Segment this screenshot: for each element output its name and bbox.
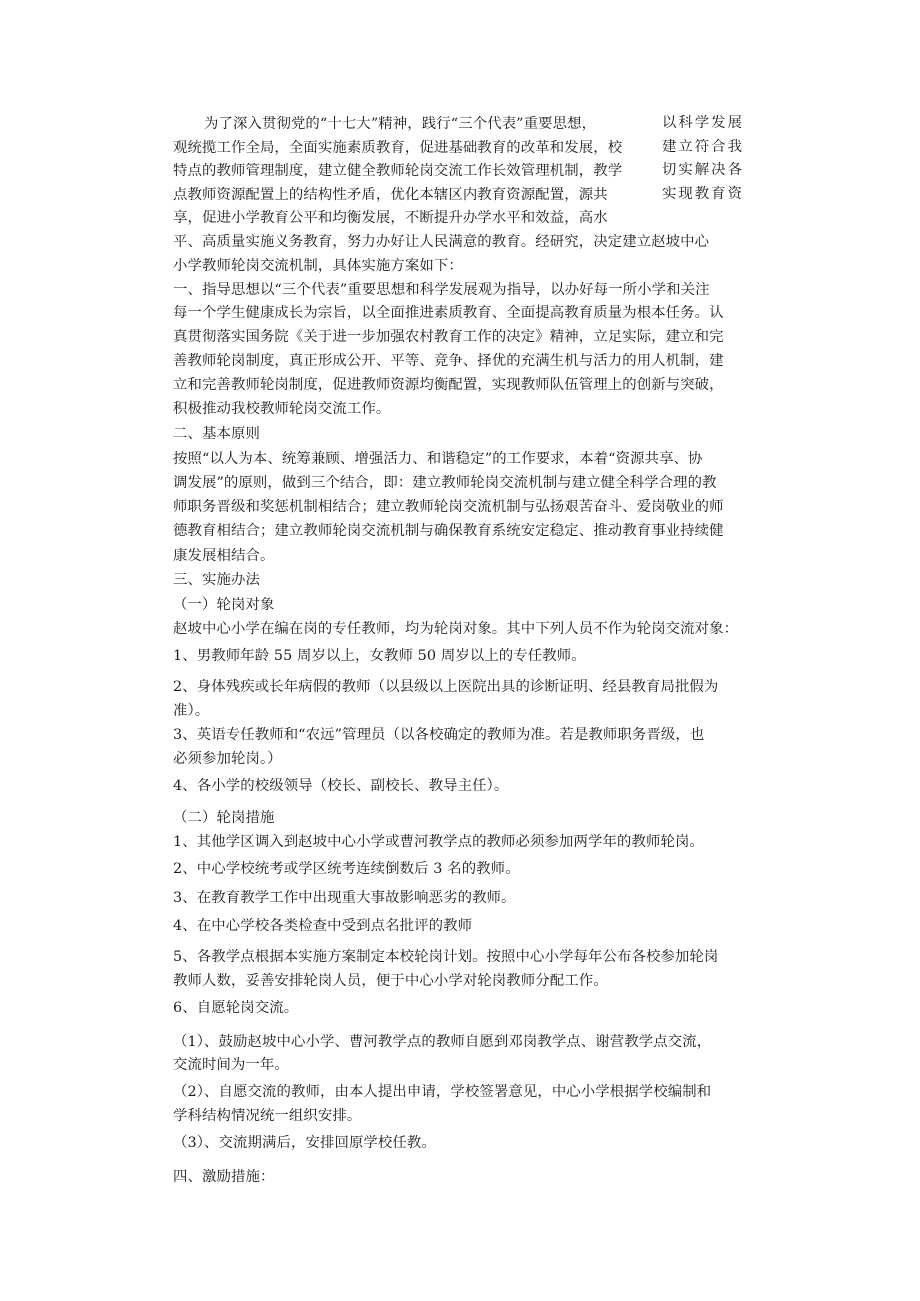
section1-line-4: 立和完善教师轮岗制度，促进教师资源均衡配置，实现教师队伍管理上的创新与突破， xyxy=(173,377,724,393)
section3-sub1-item-4: 4、各小学的校级领导（校长、副校长、教导主任）。 xyxy=(173,778,509,794)
intro-line-3: 特点的教师管理制度，建立健全教师轮岗交流工作长效管理机制，教学 xyxy=(173,163,623,179)
intro-cont-line-1: 平、高质量实施义务教育，努力办好让人民满意的教育。经研究，决定建立赵坡中心 xyxy=(173,234,710,250)
section3-sub2-p1-cont: 交流时间为一年。 xyxy=(173,1057,289,1073)
intro-right-line-3: 切实解决各 xyxy=(662,162,744,178)
section3-sub1-item-3: 3、英语专任教师和“农远”管理员（以各校确定的教师为准。若是教师职务晋级，也 xyxy=(173,727,705,743)
section1-line-5: 积极推动我校教师轮岗交流工作。 xyxy=(173,401,391,417)
section2-line-4: 德教育相结合；建立教师轮岗交流机制与确保教育系统安定稳定、推动教育事业持续健 xyxy=(173,523,724,539)
section3-sub1-heading: （一）轮岗对象 xyxy=(173,597,275,613)
intro-line-2: 观统揽工作全局，全面实施素质教育，促进基础教育的改革和发展，校 xyxy=(173,140,623,156)
intro-right-line-1: 以科学发展 xyxy=(662,115,744,131)
section3-sub1-item-2-cont: 准）。 xyxy=(173,703,210,719)
section2-line-5: 康发展相结合。 xyxy=(173,548,275,564)
section3-heading: 三、实施办法 xyxy=(173,572,260,588)
section1-heading: 一、指导思想以“三个代表”重要思想和科学发展观为指导，以办好每一所小学和关注 xyxy=(173,282,710,298)
section3-sub2-p1: （1）、鼓励赵坡中心小学、曹河教学点的教师自愿到邓岗教学点、谢营教学点交流， xyxy=(173,1034,712,1050)
section3-sub2-item-2: 2、中心学校统考或学区统考连续倒数后 3 名的教师。 xyxy=(173,861,520,877)
section3-sub2-p2: （2）、自愿交流的教师，由本人提出申请，学校签署意见，中心小学根据学校编制和 xyxy=(173,1084,712,1100)
section1-line-1: 每一个学生健康成长为宗旨，以全面推进素质教育、全面提高教育质量为根本任务。认 xyxy=(173,305,724,321)
section3-sub1-intro: 赵坡中心小学在编在岗的专任教师，均为轮岗对象。其中下列人员不作为轮岗交流对象： xyxy=(173,621,739,637)
section3-sub2-item-3: 3、在教育教学工作中出现重大事故影响恶劣的教师。 xyxy=(173,890,516,906)
intro-line-4: 点教师资源配置上的结构性矛盾，优化本辖区内教育资源配置，源共 xyxy=(173,187,608,203)
section2-line-1: 按照“以人为本、统筹兼顾、增强活力、和谐稳定”的工作要求，本着“资源共享、协 xyxy=(173,451,703,467)
section3-sub1-item-1: 1、男教师年龄 55 周岁以上，女教师 50 周岁以上的专任教师。 xyxy=(173,648,586,664)
intro-right-line-2: 建立符合我 xyxy=(662,138,744,155)
section2-heading: 二、基本原则 xyxy=(173,426,260,442)
section1-line-2: 真贯彻落实国务院《关于进一步加强农村教育工作的决定》精神，立足实际，建立和完 xyxy=(173,329,724,345)
section3-sub2-heading: （二）轮岗措施 xyxy=(173,810,275,826)
intro-right-column xyxy=(662,112,752,206)
section1-line-3: 善教师轮岗制度，真正形成公开、平等、竞争、择优的充满生机与活力的用人机制，建 xyxy=(173,353,724,369)
section3-sub2-p3: （3）、交流期满后，安排回原学校任教。 xyxy=(173,1135,436,1151)
section3-sub2-item-5: 5、各教学点根据本实施方案制定本校轮岗计划。按照中心小学每年公布各校参加轮岗 xyxy=(173,949,719,965)
section2-line-3: 师职务晋级和奖惩机制相结合；建立教师轮岗交流机制与弘扬艰苦奋斗、爱岗敬业的师 xyxy=(173,499,724,515)
section3-sub1-item-3-cont: 必须参加轮岗。） xyxy=(173,751,282,767)
intro-cont-line-2: 小学教师轮岗交流机制，具体实施方案如下： xyxy=(173,258,463,274)
intro-line-5: 享，促进小学教育公平和均衡发展，不断提升办学水平和效益，高水 xyxy=(173,210,608,226)
section2-line-2: 调发展”的原则，做到三个结合，即：建立教师轮岗交流机制与建立健全科学合理的教 xyxy=(173,475,717,491)
section4-heading: 四、激励措施： xyxy=(173,1169,275,1185)
section3-sub2-item-6: 6、自愿轮岗交流。 xyxy=(173,1000,299,1016)
section3-sub2-item-5-cont: 教师人数，妥善安排轮岗人员，便于中心小学对轮岗教师分配工作。 xyxy=(173,973,608,989)
section3-sub2-item-4: 4、在中心学校各类检查中受到点名批评的教师 xyxy=(173,918,473,934)
section3-sub2-p2-cont: 学科结构情况统一组织安排。 xyxy=(173,1108,362,1124)
section3-sub1-item-2: 2、身体残疾或长年病假的教师（以县级以上医院出具的诊断证明、经县教育局批假为 xyxy=(173,679,719,695)
section3-sub2-item-1: 1、其他学区调入到赵坡中心小学或曹河教学点的教师必须参加两学年的教师轮岗。 xyxy=(173,834,704,850)
intro-right-line-4: 实现教育资 xyxy=(662,185,744,202)
intro-line-1: 为了深入贯彻党的“十七大”精神，践行“三个代表”重要思想， xyxy=(204,116,597,132)
